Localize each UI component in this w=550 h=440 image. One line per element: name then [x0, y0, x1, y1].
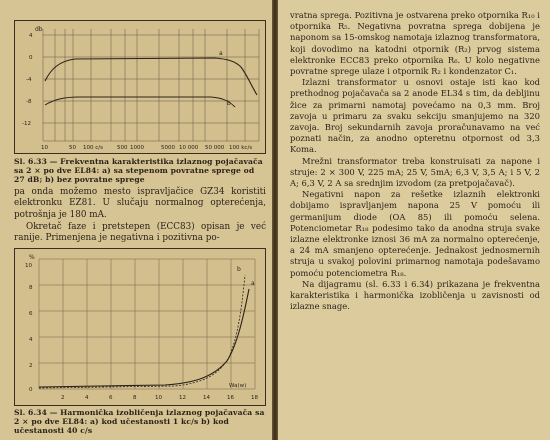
fig2-x-tick: 2 — [61, 395, 65, 401]
fig1-y-unit: db — [35, 26, 43, 33]
fig1-x-tick: 10 — [41, 145, 48, 151]
right-paragraph-4: Negativni napon za rešetke izlaznih elektronki dobijamo ispravljanjem napona 25 V pomoću ili germanijum diode (OA 85) ili pomoću selena. Potenciometar R₁₈ podesimo tako da anodna struja svake izlazne elektronke iznosi 36 mA za normalno opterećenje, a 24 mA smanjeno opterećenje. Jednakost jednosmernih struja u svakoj polovini primarnog namotaja podešavamo pomoću potenciometra R₁₈. — [290, 189, 540, 278]
right-paragraph-3: Mrežni transformator treba konstruisati za napone i struje: 2 × 300 V, 225 mA; 25 V, 5mA; 6,3 V, 3,5 A; i 5 V, 2 A; 6,3 V, 2 A sa srednjim izvodom (za pretpojačavač). — [290, 155, 540, 189]
fig1-caption: Sl. 6.33 — Frekventna karakteristika izlaznog pojačavača sa 2 × po dve EL84: a) sa stepenom povratne sprege od 27 dB; b) bez povratne sprege — [14, 157, 263, 184]
fig2-curve-a — [39, 289, 249, 387]
fig2-y-tick: 0 — [29, 387, 33, 393]
fig2-x-tick: 6 — [109, 395, 113, 401]
right-page-text — [290, 10, 540, 312]
fig1-y-tick: 0 — [29, 55, 33, 61]
fig1-curve-a-label: a — [219, 50, 223, 57]
fig2-curve-b — [39, 275, 245, 388]
fig2-y-unit: % — [29, 254, 35, 261]
fig1-x-tick: 100 kc/s — [229, 145, 253, 151]
frequency-response-graph — [14, 20, 266, 154]
fig1-x-tick: 500 — [117, 145, 128, 151]
fig2-y-tick: 2 — [29, 363, 33, 369]
fig1-curve-b-label: b — [227, 100, 231, 107]
fig2-y-tick: 6 — [29, 311, 33, 317]
fig1-x-tick: 50 — [69, 145, 76, 151]
fig1-x-tick: 100 c/s — [83, 145, 103, 151]
fig2-x-tick: 12 — [179, 395, 186, 401]
fig1-x-tick: 10 000 — [179, 145, 199, 151]
right-paragraph-5: Na dijagramu (sl. 6.33 i 6.34) prikazana je frekventna karakteristika i harmonička izobličenja u zavisnosti od izlazne snage. — [290, 278, 540, 312]
fig2-y-tick: 4 — [29, 337, 33, 343]
fig2-y-tick: 8 — [29, 285, 33, 291]
fig2-x-tick: 8 — [133, 395, 137, 401]
fig1-grid — [43, 29, 259, 141]
fig1-x-tick: 1000 — [130, 145, 144, 151]
fig2-x-unit: Wa(w) — [229, 383, 247, 389]
fig1-y-tick: -12 — [22, 121, 31, 127]
left-paragraph-1: pa onda možemo mesto ispravljačice GZ34 koristiti elektronku EZ81. U slučaju normalnog opterećenja, potrošnja je 180 mA. — [14, 187, 266, 220]
fig2-grid — [39, 259, 255, 389]
right-paragraph-2: Izlazni transformator u osnovi ostaje isti kao kod prethodnog pojačavača sa 2 anode EL34 s tim, da debljinu žice za primarni namotaj povećamo na 0,3 mm. Broj zavoja u primaru za svaku sekciju smanjujemo na 320 zavoja. Broj sekundarnih zavoja proračunavamo na već poznati način, za anodno opteretnu otpornost od 3,3 Koma. — [290, 77, 540, 155]
fig2-curve-b-label: b — [237, 266, 241, 273]
fig1-y-tick: 4 — [29, 33, 33, 39]
fig1-curve-a — [45, 58, 257, 95]
fig1-curve-b — [45, 97, 235, 107]
fig2-x-tick: 18 — [251, 395, 258, 401]
fig2-x-tick: 10 — [155, 395, 162, 401]
left-paragraph-2: Okretač faze i pretstepen (ECC83) opisan je već ranije. Primenjena je negativna i pozitivna po- — [14, 222, 266, 244]
fig1-x-tick: 5000 — [161, 145, 175, 151]
fig1-x-tick: 50 000 — [205, 145, 225, 151]
fig2-curve-a-label: a — [251, 280, 255, 287]
right-page — [278, 0, 550, 440]
left-page — [0, 0, 272, 440]
fig1-y-tick: -8 — [26, 99, 32, 105]
harmonic-distortion-graph — [14, 248, 266, 406]
fig1-y-tick: -4 — [26, 77, 32, 83]
fig2-x-tick: 4 — [85, 395, 89, 401]
fig2-x-tick: 16 — [227, 395, 234, 401]
fig2-y-tick: 10 — [25, 263, 32, 269]
right-paragraph-1: vratna sprega. Pozitivna je ostvarena preko otpornika R₁₀ i otpornika R₅. Negativna povratna sprega dobijena je naponom sa 15-omskog namotaja izlaznog transformatora, koji dovodimo na katodni otpornik (R₂) prvog sistema elektronke ECC83 preko otpornika R₆. U kolo negativne povratne sprege ulaze i otpornik R₂ i kondenzator C₁. — [290, 10, 540, 77]
fig2-caption: Sl. 6.34 — Harmonička izobličenja izlaznog pojačavača sa 2 × po dve EL84: a) kod učestanosti 1 kc/s b) kod učestanosti 40 c/s — [14, 408, 265, 435]
fig2-x-tick: 14 — [203, 395, 210, 401]
